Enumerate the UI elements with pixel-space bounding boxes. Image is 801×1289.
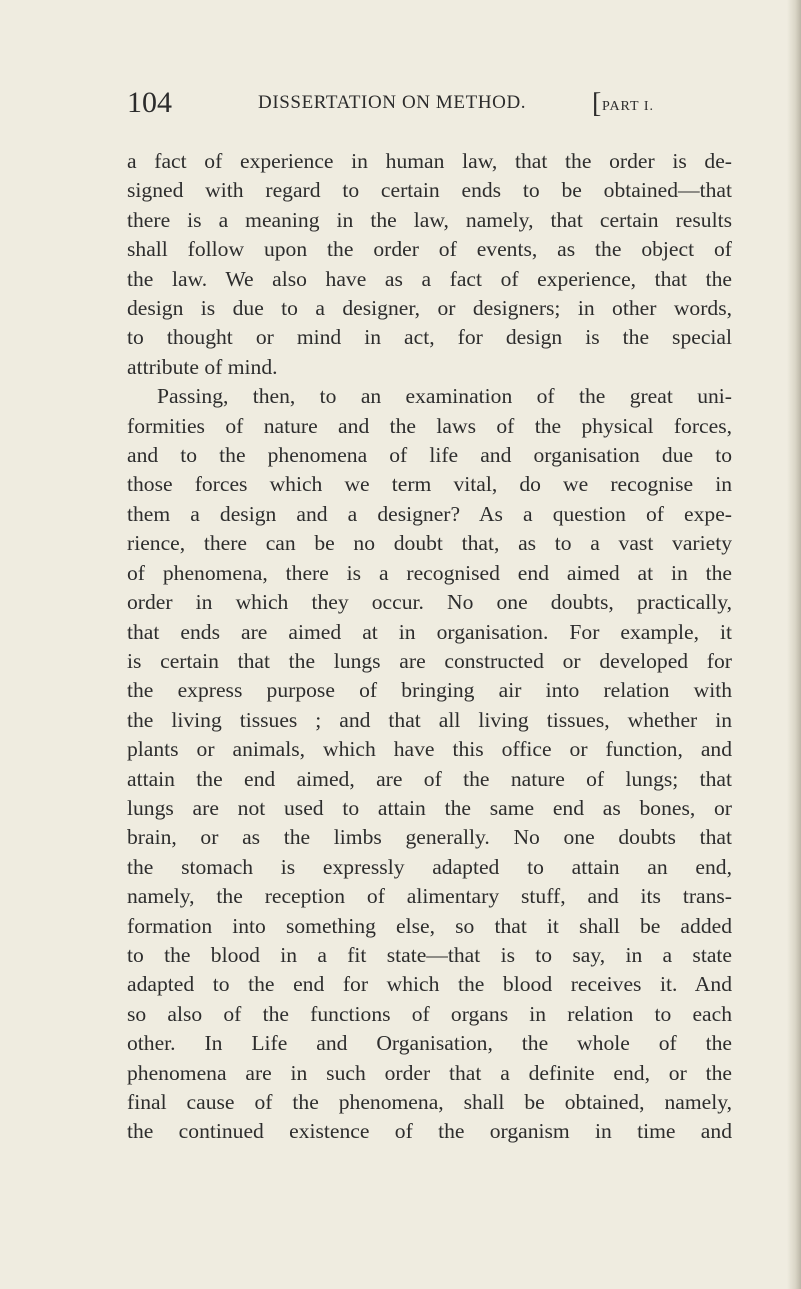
- section-bracket: [: [592, 88, 602, 119]
- section-marker: [592, 86, 654, 118]
- text-line: plants or animals, which have this office or function, and: [127, 737, 732, 762]
- text-line: signed with regard to certain ends to be obtained—that: [127, 178, 732, 203]
- page-header: [127, 86, 732, 122]
- text-line: rience, there can be no doubt that, as to a vast variety: [127, 531, 732, 556]
- body-text: [127, 147, 732, 1147]
- text-line: the living tissues ; and that all living tissues, whether in: [127, 707, 732, 732]
- text-line: the continued existence of the organism in time and: [127, 1119, 732, 1144]
- text-line: brain, or as the limbs generally. No one doubts that: [127, 825, 732, 850]
- text-line: adapted to the end for which the blood receives it. And: [127, 972, 732, 997]
- text-line: namely, the reception of alimentary stuff, and its trans-: [127, 884, 732, 909]
- text-line: them a design and a designer? As a question of expe-: [127, 501, 732, 526]
- text-line: so also of the functions of organs in relation to each: [127, 1001, 732, 1026]
- text-line: to the blood in a fit state—that is to say, in a state: [127, 942, 732, 967]
- text-line: formation into something else, so that it shall be added: [127, 913, 732, 938]
- text-line: lungs are not used to attain the same end as bones, or: [127, 795, 732, 820]
- paragraph-end-line: attribute of mind.: [127, 354, 278, 379]
- paragraph-start-line: Passing, then, to an examination of the great uni-: [157, 384, 732, 409]
- text-line: to thought or mind in act, for design is the special: [127, 325, 732, 350]
- text-line: phenomena are in such order that a definite end, or the: [127, 1060, 732, 1085]
- text-line: attain the end aimed, are of the nature of lungs; that: [127, 766, 732, 791]
- text-line: shall follow upon the order of events, as the object of: [127, 237, 732, 262]
- page-number: 104: [127, 86, 172, 119]
- text-line: formities of nature and the laws of the physical forces,: [127, 413, 732, 438]
- running-title: DISSERTATION ON METHOD.: [258, 92, 527, 113]
- text-line: and to the phenomena of life and organisation due to: [127, 443, 732, 468]
- text-line: that ends are aimed at in organisation. For example, it: [127, 619, 732, 644]
- text-line: of phenomena, there is a recognised end aimed at in the: [127, 560, 732, 585]
- page-edge-shadow: [787, 0, 801, 1289]
- text-line: those forces which we term vital, do we recognise in: [127, 472, 732, 497]
- text-line: the law. We also have as a fact of experience, that the: [127, 266, 732, 291]
- section-label: PART I.: [601, 99, 655, 114]
- text-line: final cause of the phenomena, shall be obtained, namely,: [127, 1090, 732, 1114]
- text-line: there is a meaning in the law, namely, that certain results: [127, 207, 732, 232]
- text-line: other. In Life and Organisation, the whole of the: [127, 1031, 732, 1056]
- text-line: the express purpose of bringing air into relation with: [127, 678, 732, 703]
- text-line: design is due to a designer, or designers; in other words,: [127, 296, 732, 321]
- text-line: order in which they occur. No one doubts, practically,: [127, 590, 732, 615]
- text-line: a fact of experience in human law, that the order is de-: [127, 149, 732, 173]
- text-line: the stomach is expressly adapted to attain an end,: [127, 854, 732, 879]
- text-line: is certain that the lungs are constructed or developed for: [127, 648, 732, 673]
